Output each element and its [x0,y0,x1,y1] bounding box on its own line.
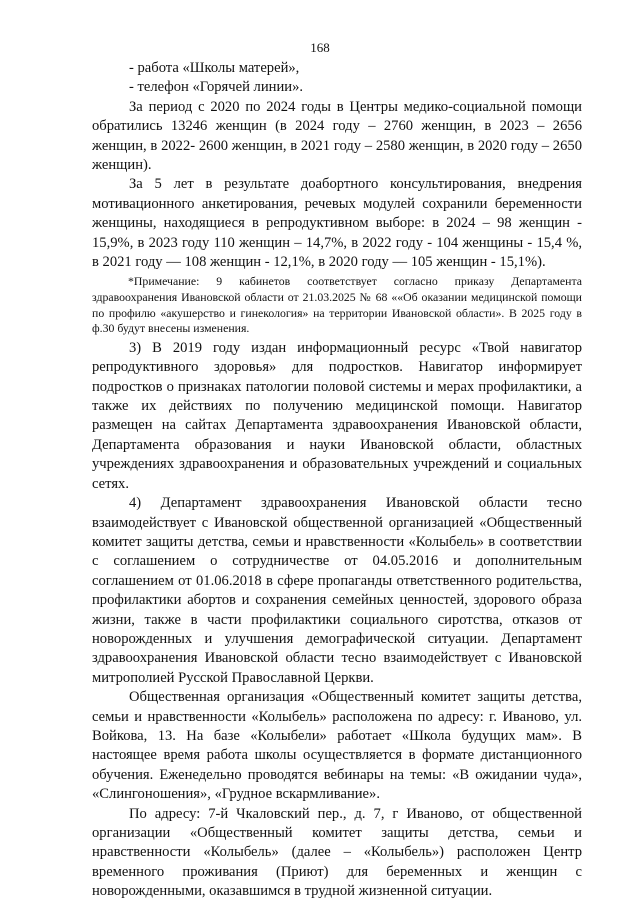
footnote-text: *Примечание: 9 кабинетов соответствует согласно приказу Департамента здравоохранения Ивановской области от 21.03.2025 № 68 ««Об оказании медицинской помощи по профилю «акушерство и гинекология» на территории Ивановской области». В 2025 году в ф.30 будут внесены изменения. [92,274,582,336]
paragraph-kolybel-address: Общественная организация «Общественный комитет защиты детства, семьи и нравственности «Колыбель» расположена по адресу: г. Иваново, ул. Войкова, 13. На базе «Колыбели» работает «Школа будущих мам». В настоящее время работа школы осуществляется в формате дистанционного обучения. Еженедельно проводятся вебинары на темы: «В ожидании чуда», «Слингоношения», «Грудное вскармливание». [92,689,582,803]
list-item-mothers-school: - работа «Школы матерей», [129,60,300,76]
list-item-hotline: - телефон «Горячей линии». [129,79,304,96]
paragraph-shelter-center: По адресу: 7-й Чкаловский пер., д. 7, г Иваново, от общественной организации «Общественный комитет защиты детства, семьи и нравственности «Колыбель» (далее – «Колыбель») расположен Центр временного проживания (Приют) для беременных и женщин с новорожденными, оказавшимся в трудной жизненной ситуации. [92,805,582,900]
page-number: 168 [310,40,330,55]
footnote-remark [92,274,582,336]
paragraph-navigator-resource: 3) В 2019 году издан информационный ресурс «Твой навигатор репродуктивного здоровья» для подростков. Навигатор информирует подростков о признаках патологии половой системы и мерах профилактики, а также их действиях по получению медицинской помощи. Навигатор размещен на сайтах Департамента здравоохранения Ивановской области, Департамента образования и науки Ивановской области, областных учреждениях здравоохранения и образовательных учреждений и социальных сетях. [92,339,582,492]
paragraph-statistics-2020-2024: За период с 2020 по 2024 годы в Центры медико-социальной помощи обратились 13246 женщин (в 2024 году – 2760 женщин, в 2023 – 2656 женщин, в 2022- 2600 женщин, в 2021 году – 2580 женщин, в 2020 году – 2650 женщин). [92,98,582,174]
paragraph-kolybel-cooperation: 4) Департамент здравоохранения Ивановской области тесно взаимодействует с Ивановской общественной организацией «Общественный комитет защиты детства, семьи и нравственности «Колыбель» в соответствии с соглашением о сотрудничестве от 04.05.2016 и дополнительным соглашением от 01.06.2018 в сфере пропаганды ответственного родительства, профилактики абортов и сохранения семейных ценностей, здорового образа жизни, также в части профилактики социального сиротства, отказов от новорожденных и улучшения демографической ситуации. Департамент здравоохранения Ивановской области тесно взаимодействует с Ивановской митрополией Русской Православной Церкви. [92,495,582,686]
paragraph-preabortion-counseling: За 5 лет в результате доабортного консультирования, внедрения мотивационного анкетирования, речевых модулей сохранили беременности женщины, находящиеся в репродуктивном выборе: в 2024 – 98 женщин - 15,9%, в 2023 году 110 женщин – 14,7%, в 2022 году - 104 женщины - 15,4 %, в 2021 году — 108 женщин - 12,1%, в 2020 году — 105 женщин - 15,1%). [92,176,582,271]
document-body [92,59,582,902]
